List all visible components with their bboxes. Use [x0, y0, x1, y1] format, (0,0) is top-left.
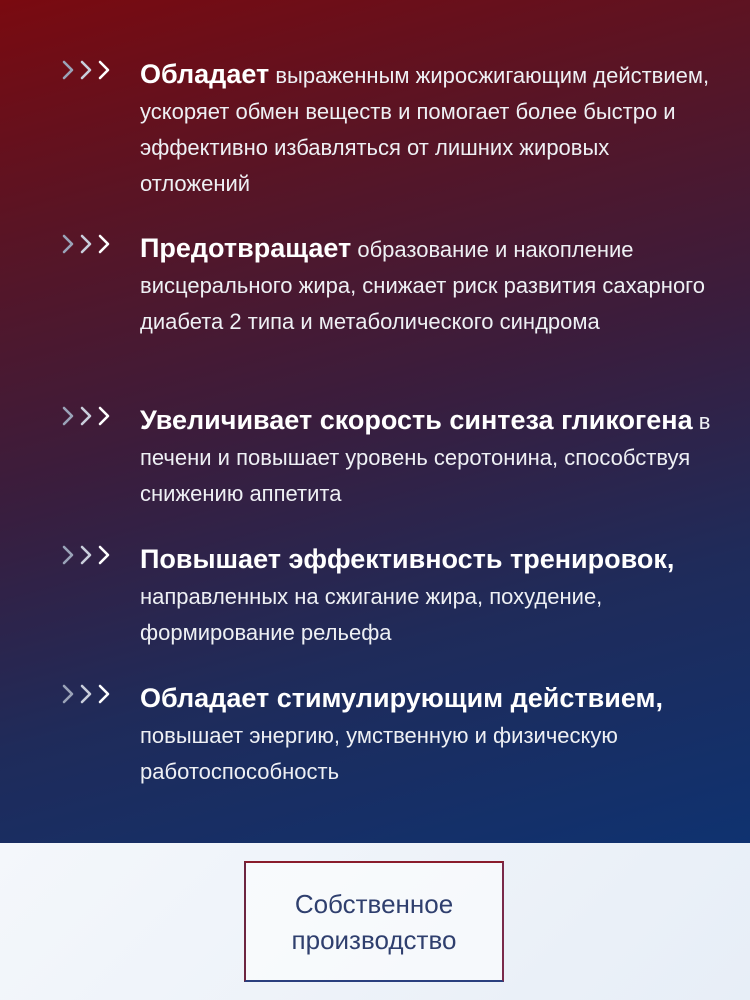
benefit-item-2: [62, 230, 722, 340]
triple-chevron-right-icon: [62, 404, 120, 428]
benefit-text: [140, 402, 722, 512]
benefit-text: [140, 680, 722, 790]
triple-chevron-right-icon: [62, 682, 120, 706]
benefit-item-1: [62, 56, 722, 202]
benefit-text: [140, 56, 722, 202]
benefit-item-3: [62, 402, 722, 512]
benefit-item-4: [62, 541, 722, 651]
benefit-text: [140, 541, 722, 651]
benefit-description: повышает энергию, умственную и физическую работоспособность: [140, 723, 618, 784]
benefit-description: направленных на сжигание жира, похудение, формирование рельефа: [140, 584, 603, 645]
triple-chevron-right-icon: [62, 58, 120, 82]
benefit-heading: Увеличивает скорость синтеза гликогена: [140, 405, 693, 435]
badge-label: Собственное производство: [291, 888, 457, 955]
benefit-item-5: [62, 680, 722, 790]
triple-chevron-right-icon: [62, 232, 120, 256]
benefit-description: в печени и повышает уровень серотонина, способствуя снижению аппетита: [140, 409, 711, 506]
benefit-heading: Предотвращает: [140, 233, 352, 263]
triple-chevron-right-icon: [62, 543, 120, 567]
benefit-description: образование и накопление висцерального жира, снижает риск развития сахарного диабета 2 типа и метаболического синдрома: [140, 237, 705, 334]
benefit-heading: Обладает: [140, 59, 270, 89]
benefit-description: выраженным жиросжигающим действием, ускоряет обмен веществ и помогает более быстро и эффективно избавляться от лишних жировых отложений: [140, 63, 710, 196]
benefit-heading: Обладает стимулирующим действием,: [140, 683, 663, 713]
benefit-text: [140, 230, 722, 340]
benefit-heading: Повышает эффективность тренировок,: [140, 544, 675, 574]
own-production-badge: [244, 861, 504, 982]
